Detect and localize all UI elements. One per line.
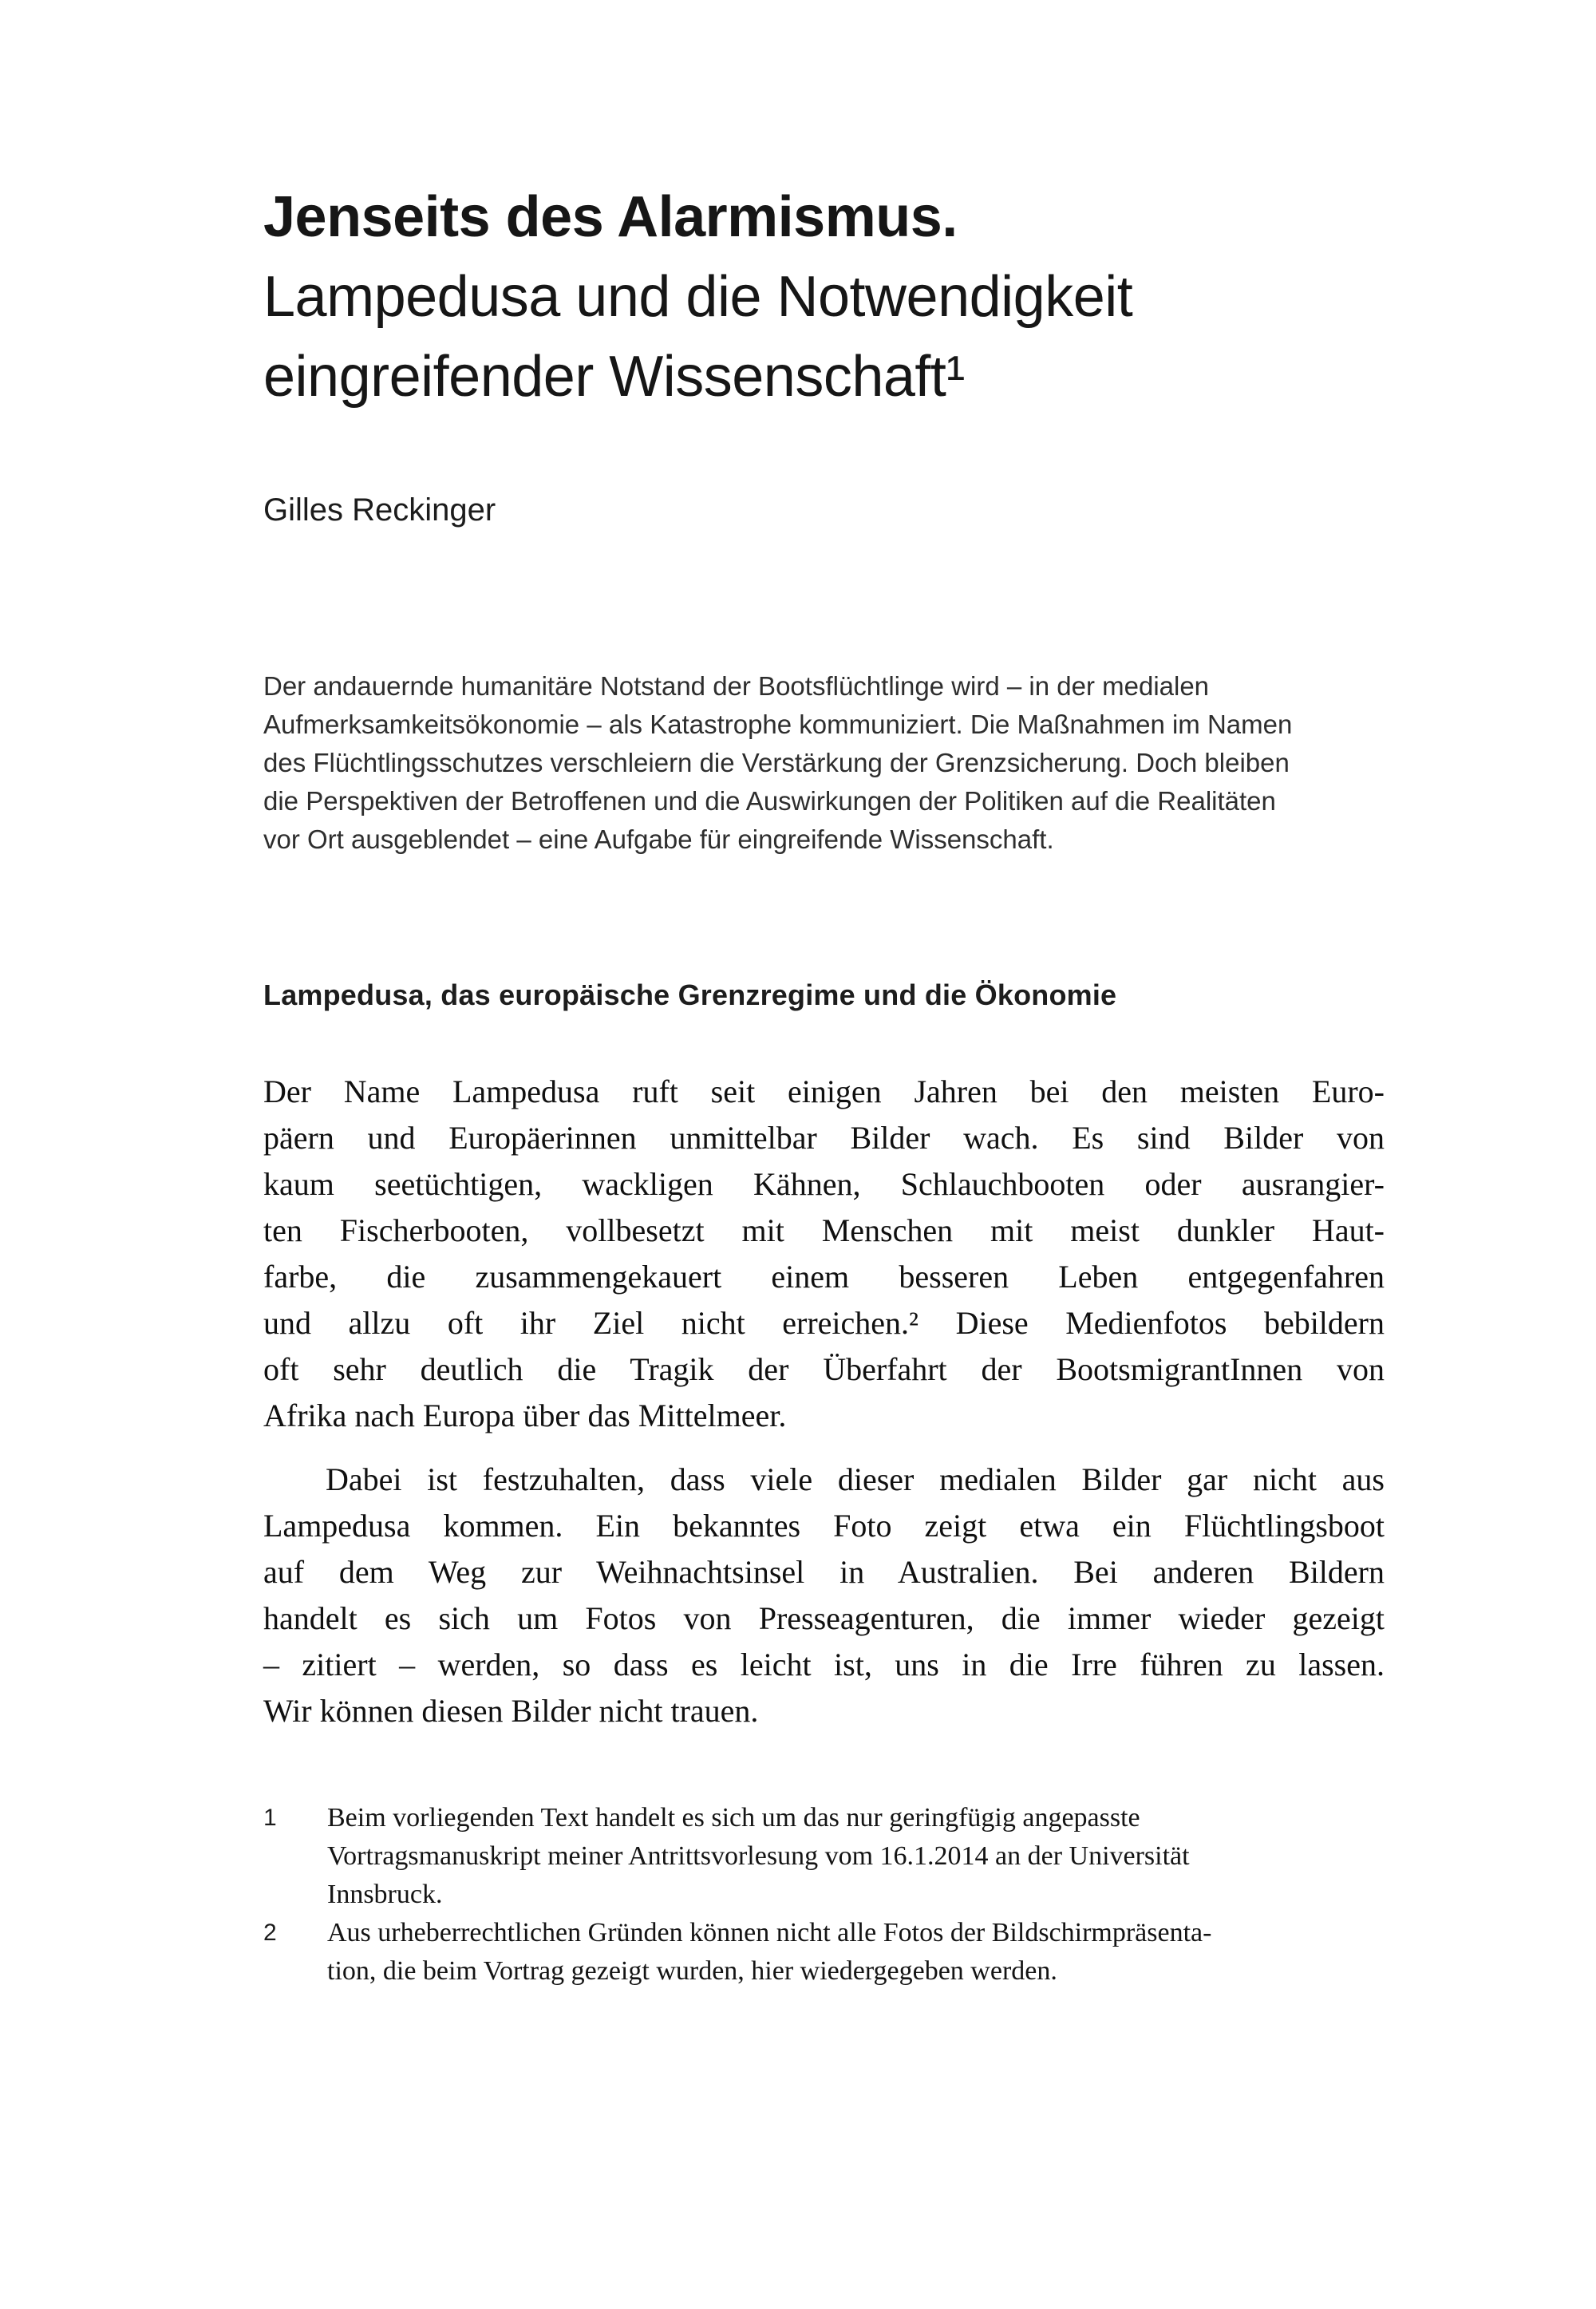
abstract	[263, 667, 1420, 859]
text-line: Wir können diesen Bilder nicht trauen.	[263, 1693, 759, 1729]
text-line: des Flüchtlingsschutzes verschleiern die Verstärkung der Grenzsicherung. Doch bleiben	[263, 748, 1290, 777]
text-line: kaum seetüchtigen, wackligen Kähnen, Schlauchbooten oder ausrangier-	[263, 1166, 1385, 1202]
body-text	[263, 1069, 1385, 1734]
text-line: Der Name Lampedusa ruft seit einigen Jahren bei den meisten Euro-	[263, 1073, 1385, 1109]
chapter-title-line-1: Jenseits des Alarmismus.	[263, 185, 958, 249]
footnote-2-number: 2	[263, 1920, 277, 1946]
text-line: Beim vorliegenden Text handelt es sich um das nur geringfügig angepasste	[327, 1803, 1140, 1833]
text-line: Vortragsmanuskript meiner Antrittsvorlesung vom 16.1.2014 an der Universität	[327, 1841, 1190, 1871]
footnote-1	[263, 1799, 1412, 1914]
author-name: Gilles Reckinger	[263, 492, 496, 528]
text-line: oft sehr deutlich die Tragik der Überfahrt der BootsmigrantInnen von	[263, 1351, 1385, 1387]
text-line: Dabei ist festzuhalten, dass viele dieser medialen Bilder gar nicht aus	[326, 1461, 1385, 1497]
footnote-1-number: 1	[263, 1805, 277, 1831]
text-line: die Perspektiven der Betroffenen und die Auswirkungen der Politiken auf die Realitäten	[263, 786, 1276, 816]
text-line: tion, die beim Vortrag gezeigt wurden, hier wiedergegeben werden.	[327, 1956, 1057, 1986]
text-line: päern und Europäerinnen unmittelbar Bilder wach. Es sind Bilder von	[263, 1120, 1385, 1156]
text-line: Aus urheberrechtlichen Gründen können nicht alle Fotos der Bildschirmpräsenta-	[327, 1918, 1212, 1947]
text-line: Der andauernde humanitäre Notstand der Bootsflüchtlinge wird – in der medialen	[263, 671, 1210, 701]
text-line: vor Ort ausgeblendet – eine Aufgabe für eingreifende Wissenschaft.	[263, 824, 1054, 854]
text-line: auf dem Weg zur Weihnachtsinsel in Australien. Bei anderen Bildern	[263, 1554, 1385, 1590]
text-line: – zitiert – werden, so dass es leicht ist, uns in die Irre führen zu lassen.	[263, 1647, 1385, 1682]
text-line: Afrika nach Europa über das Mittelmeer.	[263, 1398, 787, 1433]
text-line: Innsbruck.	[327, 1880, 443, 1909]
paragraph-1	[263, 1069, 1385, 1439]
chapter-title-line-2: Lampedusa und die Notwendigkeit	[263, 265, 1133, 329]
footnote-2	[263, 1914, 1412, 1991]
text-line: Aufmerksamkeitsökonomie – als Katastrophe kommuniziert. Die Maßnahmen im Namen	[263, 710, 1293, 739]
chapter-title-line-3: eingreifender Wissenschaft¹	[263, 345, 965, 409]
footnote-2-text	[327, 1914, 1412, 1991]
text-line: ten Fischerbooten, vollbesetzt mit Menschen mit meist dunkler Haut-	[263, 1212, 1385, 1248]
text-line: Lampedusa kommen. Ein bekanntes Foto zeigt etwa ein Flüchtlingsboot	[263, 1508, 1385, 1544]
text-line: handelt es sich um Fotos von Presseagenturen, die immer wieder gezeigt	[263, 1600, 1385, 1636]
footnotes	[263, 1799, 1412, 1991]
chapter-title	[263, 177, 1444, 417]
text-line: farbe, die zusammengekauert einem besseren Leben entgegenfahren	[263, 1259, 1385, 1295]
paragraph-2	[263, 1457, 1385, 1734]
section-heading: Lampedusa, das europäische Grenzregime und die Ökonomie	[263, 979, 1117, 1011]
footnote-1-text	[327, 1799, 1412, 1914]
text-line: und allzu oft ihr Ziel nicht erreichen.² Diese Medienfotos bebildern	[263, 1305, 1385, 1341]
